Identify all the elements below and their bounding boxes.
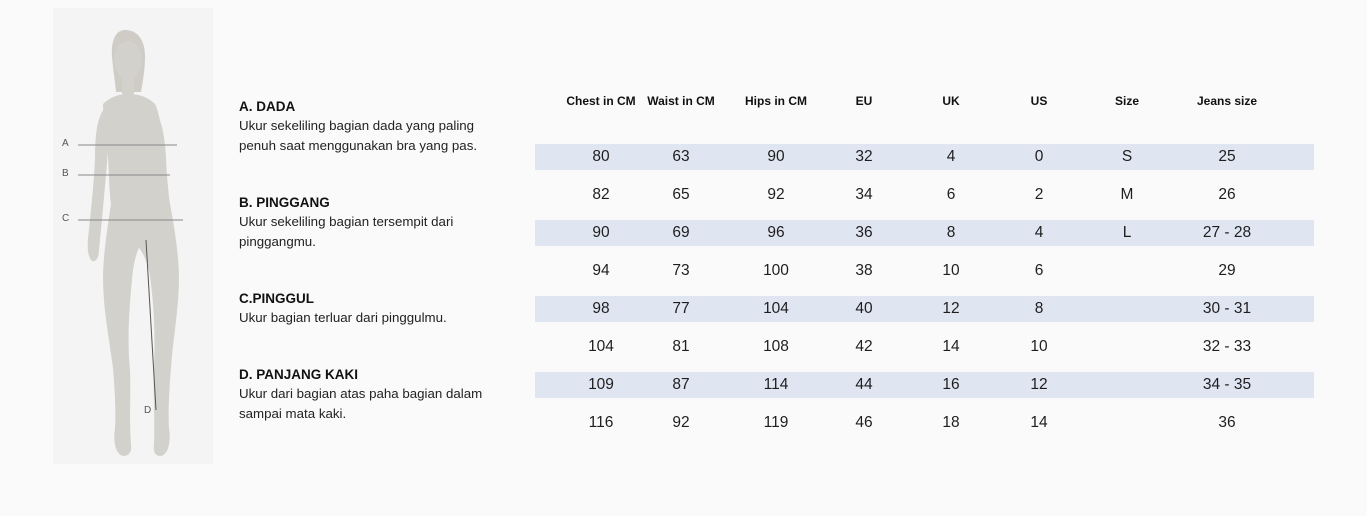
cell-chest: 109 bbox=[588, 376, 614, 393]
cell-waist: 77 bbox=[672, 300, 690, 317]
cell-jeans-size: 36 bbox=[1218, 414, 1236, 431]
cell-size: M bbox=[1120, 186, 1134, 203]
cell-jeans-size: 25 bbox=[1218, 148, 1236, 165]
header-waist: Waist in CM bbox=[647, 94, 715, 108]
header-eu: EU bbox=[855, 94, 873, 108]
cell-waist: 92 bbox=[672, 414, 690, 431]
cell-waist: 63 bbox=[672, 148, 690, 165]
size-table bbox=[535, 94, 1314, 431]
header-size: Size bbox=[1114, 94, 1140, 108]
cell-us: 2 bbox=[1034, 186, 1044, 203]
cell-jeans-size: 29 bbox=[1218, 262, 1236, 279]
cell-chest: 94 bbox=[592, 262, 610, 279]
guide-item-hips bbox=[239, 290, 529, 328]
marker-c-label: C bbox=[62, 213, 70, 224]
cell-eu: 32 bbox=[855, 148, 873, 165]
cell-hips: 104 bbox=[763, 300, 789, 317]
cell-us: 10 bbox=[1030, 338, 1048, 355]
header-hips: Hips in CM bbox=[745, 94, 807, 108]
cell-chest: 82 bbox=[592, 186, 610, 203]
cell-uk: 8 bbox=[946, 224, 956, 241]
table-header bbox=[535, 94, 1314, 120]
cell-us: 6 bbox=[1034, 262, 1044, 279]
cell-uk: 6 bbox=[946, 186, 956, 203]
cell-uk: 12 bbox=[942, 300, 960, 317]
cell-jeans-size: 30 - 31 bbox=[1202, 300, 1252, 317]
guide-description-line: Ukur dari bagian atas paha bagian dalam bbox=[239, 386, 483, 401]
guide-description-line: sampai mata kaki. bbox=[239, 405, 347, 421]
guide-description-line: Ukur sekeliling bagian tersempit dari bbox=[239, 214, 454, 229]
cell-uk: 14 bbox=[942, 338, 960, 355]
cell-hips: 114 bbox=[763, 376, 789, 393]
cell-us: 8 bbox=[1034, 300, 1044, 317]
table-row bbox=[535, 258, 1314, 284]
guide-title: C.PINGGUL bbox=[239, 291, 315, 306]
cell-uk: 4 bbox=[946, 148, 956, 165]
header-us: US bbox=[1030, 94, 1048, 108]
marker-b-label: B bbox=[62, 168, 69, 179]
guide-title: D. PANJANG KAKI bbox=[239, 367, 359, 382]
cell-uk: 16 bbox=[942, 376, 960, 393]
cell-hips: 100 bbox=[763, 262, 789, 279]
cell-eu: 34 bbox=[855, 186, 873, 203]
cell-eu: 46 bbox=[855, 414, 873, 431]
cell-jeans-size: 32 - 33 bbox=[1202, 338, 1252, 355]
table-row bbox=[535, 410, 1314, 436]
cell-eu: 42 bbox=[855, 338, 873, 355]
cell-waist: 73 bbox=[672, 262, 690, 279]
cell-waist: 87 bbox=[672, 376, 690, 393]
table-row bbox=[535, 220, 1314, 246]
guide-description-line: Ukur sekeliling bagian dada yang paling bbox=[239, 118, 475, 133]
table-row bbox=[535, 296, 1314, 322]
table-row bbox=[535, 334, 1314, 360]
guide-title: B. PINGGANG bbox=[239, 195, 330, 210]
table-row bbox=[535, 372, 1314, 398]
cell-hips: 96 bbox=[767, 224, 785, 241]
cell-hips: 90 bbox=[767, 148, 785, 165]
cell-size: S bbox=[1121, 148, 1133, 165]
cell-eu: 40 bbox=[855, 300, 873, 317]
header-jeans-size: Jeans size bbox=[1196, 94, 1258, 108]
cell-size: L bbox=[1122, 224, 1132, 241]
cell-us: 12 bbox=[1030, 376, 1048, 393]
cell-uk: 10 bbox=[942, 262, 960, 279]
marker-a-label: A bbox=[62, 138, 69, 149]
guide-title: A. DADA bbox=[239, 99, 296, 114]
cell-chest: 80 bbox=[592, 148, 610, 165]
guide-description-line: Ukur bagian terluar dari pinggulmu. bbox=[239, 310, 447, 325]
guide-description-line: penuh saat menggunakan bra yang pas. bbox=[239, 137, 478, 153]
cell-us: 4 bbox=[1034, 224, 1044, 241]
table-row bbox=[535, 144, 1314, 170]
cell-waist: 81 bbox=[672, 338, 690, 355]
cell-chest: 98 bbox=[592, 300, 610, 317]
body-silhouette bbox=[53, 8, 213, 464]
guide-item-waist bbox=[239, 194, 529, 251]
guide-item-chest bbox=[239, 98, 529, 155]
table-row bbox=[535, 182, 1314, 208]
marker-d-label: D bbox=[144, 405, 152, 416]
guide-description-line: pinggangmu. bbox=[239, 233, 316, 249]
header-chest: Chest in CM bbox=[566, 94, 636, 108]
cell-hips: 119 bbox=[763, 414, 789, 431]
cell-waist: 69 bbox=[672, 224, 690, 241]
cell-eu: 36 bbox=[855, 224, 873, 241]
header-uk: UK bbox=[942, 94, 960, 108]
cell-chest: 104 bbox=[588, 338, 614, 355]
cell-chest: 90 bbox=[592, 224, 610, 241]
cell-us: 0 bbox=[1034, 148, 1044, 165]
cell-eu: 38 bbox=[855, 262, 873, 279]
cell-waist: 65 bbox=[672, 186, 690, 203]
cell-jeans-size: 34 - 35 bbox=[1202, 376, 1252, 393]
cell-jeans-size: 26 bbox=[1218, 186, 1236, 203]
guide-item-leg-length bbox=[239, 366, 529, 423]
cell-chest: 116 bbox=[588, 414, 614, 431]
cell-hips: 108 bbox=[763, 338, 789, 355]
cell-jeans-size: 27 - 28 bbox=[1202, 224, 1252, 241]
cell-us: 14 bbox=[1030, 414, 1048, 431]
cell-uk: 18 bbox=[942, 414, 960, 431]
cell-hips: 92 bbox=[767, 186, 785, 203]
body-figure-panel bbox=[53, 8, 213, 464]
cell-eu: 44 bbox=[855, 376, 873, 393]
